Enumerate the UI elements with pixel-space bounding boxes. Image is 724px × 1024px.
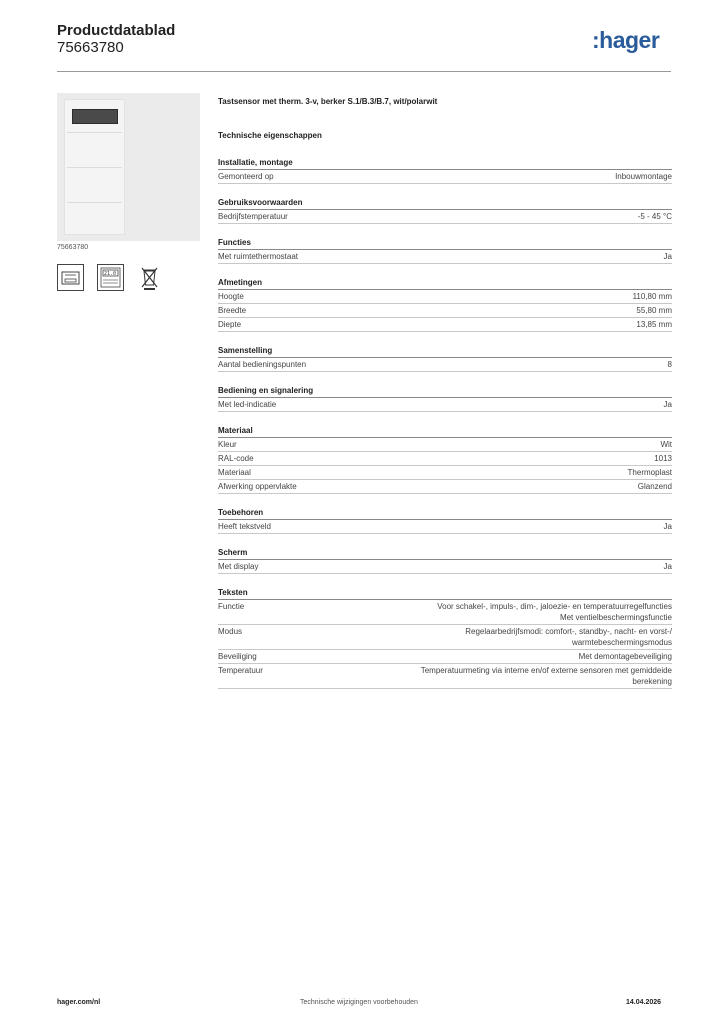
spec-row [218,438,672,452]
plate-divider [67,167,122,168]
spec-row [218,560,672,574]
spec-row [218,170,672,184]
spec-row [218,600,672,625]
spec-label: RAL-code [218,454,254,463]
spec-group [218,424,672,494]
spec-value: Ja [663,252,672,261]
spec-row [218,358,672,372]
spec-group [218,236,672,264]
spec-row [218,664,672,689]
spec-group-title: Materiaal [218,424,672,438]
spec-value: Temperatuurmeting via interne en/of externe sensoren met gemiddeide berekening [420,666,672,686]
spec-value: Thermoplast [627,468,672,477]
weee-bin-icon [136,264,163,291]
spec-row [218,290,672,304]
spec-row [218,452,672,466]
spec-row [218,650,672,664]
spec-group-title: Installatie, montage [218,156,672,170]
page-title: Productdatablad [57,22,176,39]
spec-label: Met led-indicatie [218,400,277,409]
spec-value: Ja [663,522,672,531]
spec-group [218,196,672,224]
spec-row [218,480,672,494]
spec-value: Voor schakel-, impuls-, dim-, jaloezie- en temperatuurregelfuncties Met ventielbeschermingsfunctie [437,602,672,622]
logo-text: hager [599,27,660,53]
hager-logo: :hager [592,27,660,53]
spec-value: Met demontagebeveiliging [578,652,672,661]
spec-value: Regelaarbedrijfsmodi: comfort-, standby-, nacht- en vorst-/ warmtebeschermingsmodus [465,627,672,647]
spec-group [218,276,672,332]
spec-value: Ja [663,562,672,571]
spec-label: Temperatuur [218,666,263,675]
spec-row [218,304,672,318]
spec-label: Aantal bedieningspunten [218,360,307,369]
spec-group [218,586,672,689]
spec-value: Wit [660,440,672,449]
spec-label: Materiaal [218,468,251,477]
spec-value: 8 [667,360,672,369]
product-number: 75663780 [57,39,124,56]
spec-label: Modus [218,627,243,636]
spec-row [218,466,672,480]
spec-value: 13,85 mm [636,320,672,329]
spec-value: Inbouwmontage [615,172,672,181]
display-window [72,109,118,124]
spec-value: -5 - 45 °C [637,212,672,221]
spec-group-title: Afmetingen [218,276,672,290]
switch-plate-illustration [64,99,125,235]
spec-table [218,156,672,689]
spec-group-title: Teksten [218,586,672,600]
temperature-display-icon [97,264,124,291]
spec-label: Bedrijfstemperatuur [218,212,288,221]
spec-label: Met display [218,562,259,571]
spec-group [218,156,672,184]
spec-group [218,546,672,574]
plate-divider [67,132,122,133]
spec-label: Diepte [218,320,242,329]
product-image [57,93,200,241]
spec-group-title: Toebehoren [218,506,672,520]
spec-value: 1013 [654,454,672,463]
header-divider [57,71,671,72]
spec-label: Kleur [218,440,237,449]
image-caption: 75663780 [57,244,89,251]
spec-row [218,398,672,412]
svg-text:21.0: 21.0 [104,271,117,277]
spec-group-title: Bediening en signalering [218,384,672,398]
spec-value: 55,80 mm [636,306,672,315]
footer-notice: Technische wijzigingen voorbehouden [300,999,418,1006]
spec-label: Gemonteerd op [218,172,274,181]
spec-group [218,384,672,412]
spec-row [218,625,672,650]
spec-group-title: Functies [218,236,672,250]
display-device-icon [57,264,84,291]
spec-row [218,318,672,332]
spec-label: Heeft tekstveld [218,522,271,531]
spec-label: Afwerking oppervlakte [218,482,297,491]
footer-date: 14.04.2026 [626,999,662,1006]
spec-group [218,344,672,372]
product-name: Tastsensor met therm. 3-v, berker S.1/B.3/B.7, wit/polarwit [218,97,438,106]
spec-value: Ja [663,400,672,409]
spec-label: Hoogte [218,292,244,301]
spec-label: Beveiliging [218,652,257,661]
section-heading: Technische eigenschappen [218,131,322,140]
plate-divider [67,202,122,203]
spec-value: 110,80 mm [632,292,672,301]
spec-label: Breedte [218,306,247,315]
spec-row [218,250,672,264]
spec-group-title: Scherm [218,546,672,560]
spec-label: Met ruimtethermostaat [218,252,299,261]
spec-row [218,520,672,534]
spec-group-title: Gebruiksvoorwaarden [218,196,672,210]
spec-value: Glanzend [637,482,672,491]
spec-group-title: Samenstelling [218,344,672,358]
spec-label: Functie [218,602,245,611]
footer-website-link[interactable]: hager.com/nl [57,999,101,1006]
spec-row [218,210,672,224]
spec-group [218,506,672,534]
